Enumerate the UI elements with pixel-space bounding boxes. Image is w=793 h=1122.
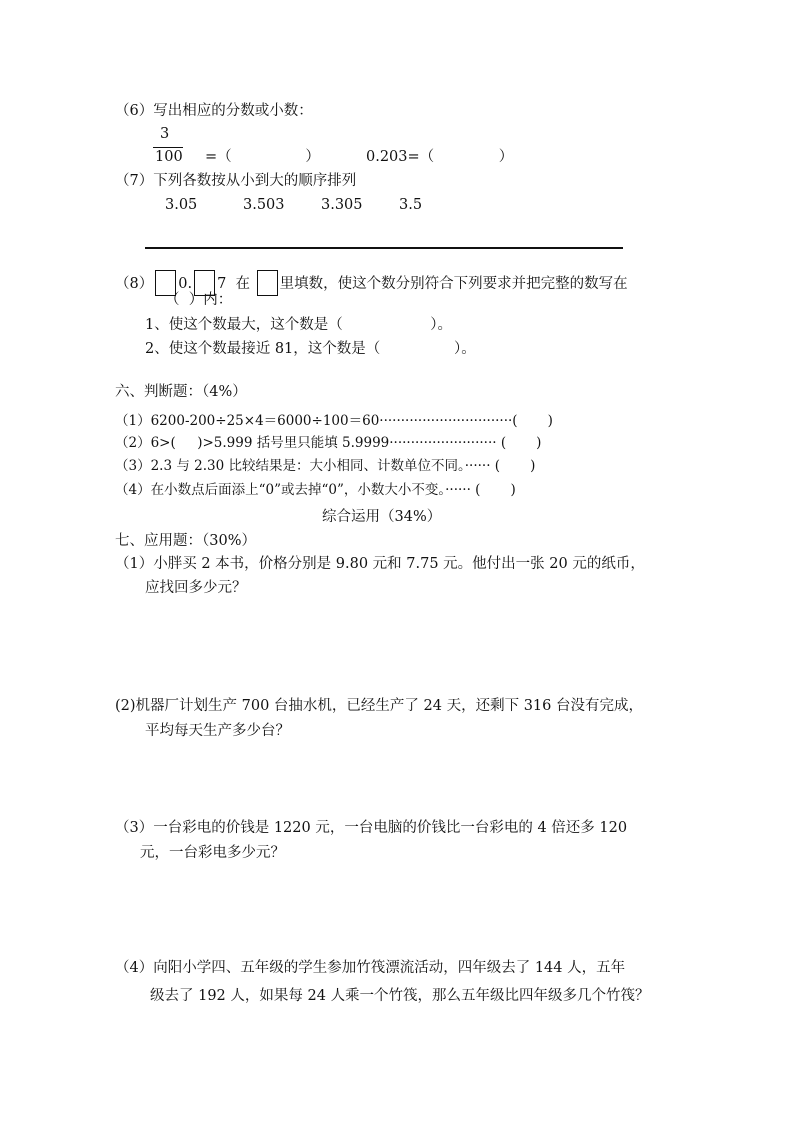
problem-line: (2)机器厂计划生产 700 台抽水机，已经生产了 24 天，还剩下 316 台没有完成， bbox=[115, 698, 643, 714]
fraction-numerator: 3 bbox=[160, 126, 170, 142]
problem-line: 元，一台彩电多少元？ bbox=[140, 845, 285, 861]
judge-item: （3）2.3 与 2.30 比较结果是：大小相同、计数单位不同。······ ( ) bbox=[115, 458, 536, 474]
problem-line: 应找回多少元？ bbox=[145, 580, 247, 596]
blank-box bbox=[257, 270, 278, 296]
q8-cont: （ ）内： bbox=[165, 292, 233, 308]
q7-number: 3.5 bbox=[399, 197, 423, 213]
q7-number: 3.305 bbox=[321, 197, 363, 213]
q8-text: 里填数，使这个数分别符合下列要求并把完整的数写在 bbox=[279, 276, 628, 292]
judge-item: （4）在小数点后面添上“0”或去掉“0”，小数大小不变。······ ( ) bbox=[115, 482, 516, 498]
q8-label: （8） bbox=[115, 276, 154, 292]
q8-item-2: 2、使这个数最接近 81，这个数是（ ）。 bbox=[145, 341, 476, 357]
q8-mid: 0. bbox=[178, 276, 193, 292]
fraction-denominator: 100 bbox=[155, 149, 183, 165]
problem-line: （3）一台彩电的价钱是 1220 元，一台电脑的价钱比一台彩电的 4 倍还多 120 bbox=[115, 820, 628, 836]
sec7-title: 七、应用题：（30%） bbox=[115, 533, 256, 549]
q8-mid: 7 在 bbox=[217, 276, 251, 292]
q6-title: （6）写出相应的分数或小数： bbox=[115, 103, 313, 119]
problem-line: 级去了 192 人，如果每 24 人乘一个竹筏，那么五年级比四年级多几个竹筏？ bbox=[150, 988, 650, 1004]
q7-number: 3.503 bbox=[243, 197, 285, 213]
judge-item: （1）6200-200÷25×4＝6000÷100＝60·······························( ) bbox=[115, 413, 553, 429]
sec6-title: 六、判断题：（4%） bbox=[115, 384, 247, 400]
answer-line bbox=[145, 247, 623, 249]
q6-answer-2: 0.203=（ ） bbox=[366, 149, 514, 165]
q8-item-1: 1、使这个数最大，这个数是（ ）。 bbox=[145, 317, 453, 333]
q7-title: （7）下列各数按从小到大的顺序排列 bbox=[115, 173, 357, 189]
judge-item: （2）6>( )>5.999 括号里只能填 5.9999························· ( ) bbox=[115, 435, 542, 451]
problem-line: （4）向阳小学四、五年级的学生参加竹筏漂流活动，四年级去了 144 人，五年 bbox=[115, 960, 626, 976]
problem-line: 平均每天生产多少台？ bbox=[145, 723, 290, 739]
q7-number: 3.05 bbox=[165, 197, 198, 213]
problem-line: （1）小胖买 2 本书，价格分别是 9.80 元和 7.75 元。他付出一张 20 元的纸币， bbox=[115, 556, 645, 572]
part-title: 综合运用（34%） bbox=[322, 509, 442, 525]
q6-answer-1: =（ ） bbox=[205, 149, 320, 165]
